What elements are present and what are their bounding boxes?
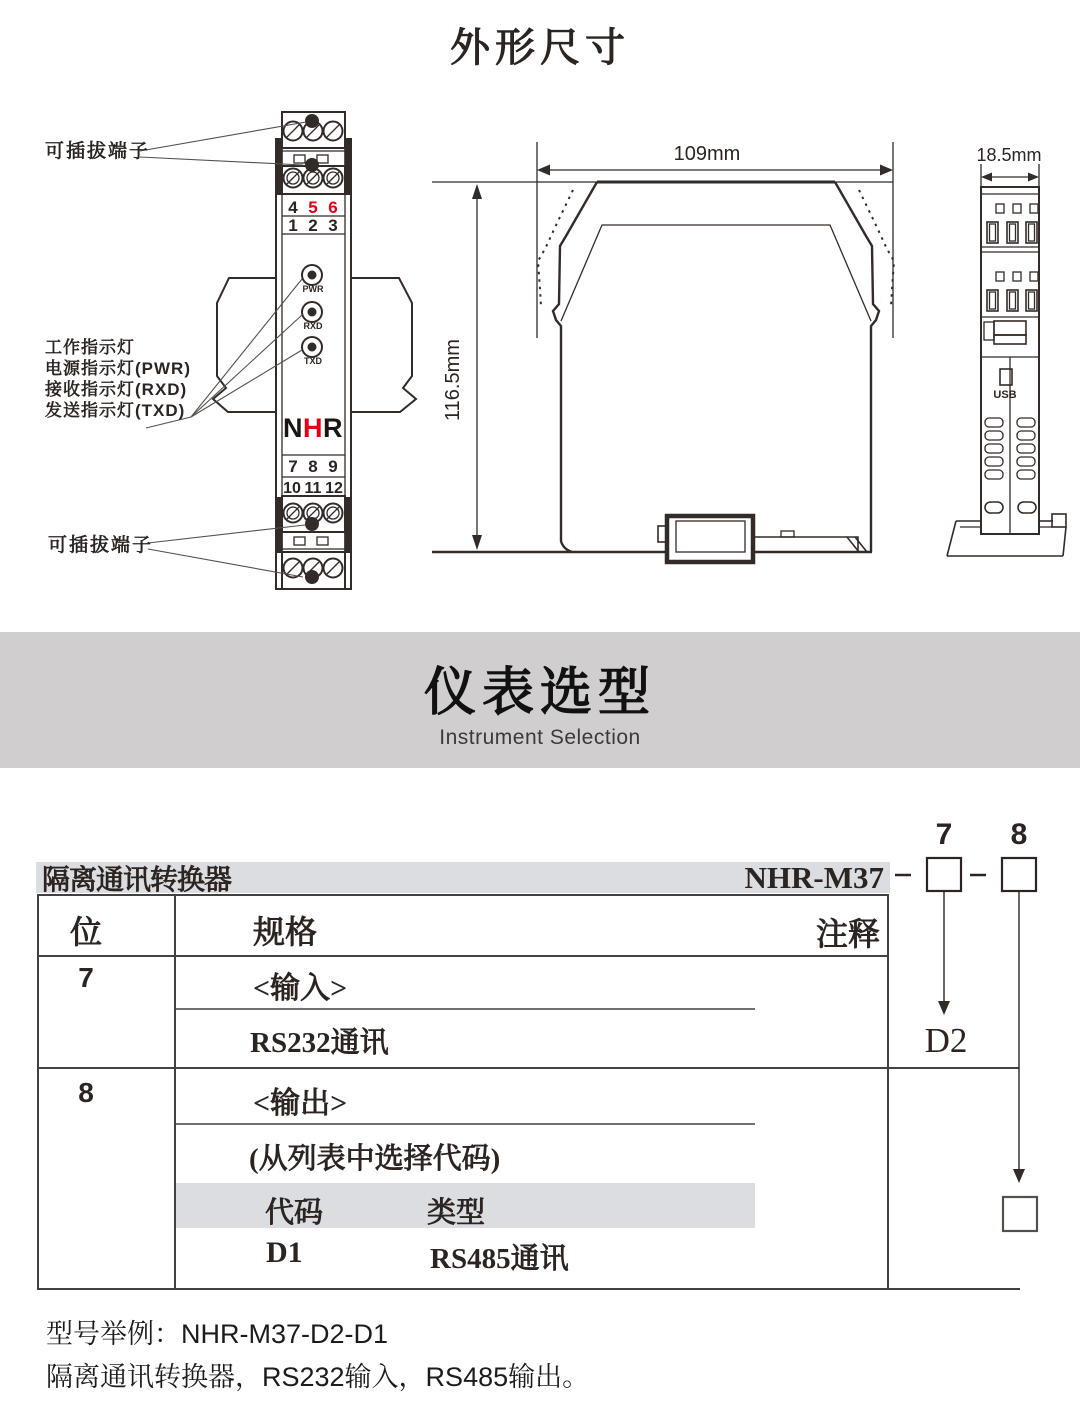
- terminal-screws-top: [284, 122, 343, 188]
- din-rail-left: [213, 278, 276, 412]
- row7-spec-value: RS232通讯: [250, 1027, 389, 1059]
- digit7-arrow: [938, 892, 950, 1015]
- col-header-note: 注释: [815, 916, 880, 952]
- terminal-number: 7: [288, 457, 298, 476]
- terminal-block-bottom: [275, 496, 352, 589]
- selection-table-lines: [37, 858, 1037, 1289]
- terminal-number: 6: [328, 198, 338, 217]
- page-title: 外形尺寸: [450, 26, 630, 70]
- dim-height-label: 116.5mm: [442, 339, 464, 421]
- code-target-box: [1003, 1197, 1037, 1231]
- terminal-number: 12: [325, 480, 343, 497]
- indicator-labels: [45, 337, 191, 421]
- row8-spec-hint: (从列表中选择代码): [249, 1143, 501, 1175]
- code-type-value: RS485通讯: [430, 1243, 569, 1275]
- indicator-label: 电源指示灯(PWR): [45, 359, 191, 378]
- model-code: NHR-M37: [744, 859, 884, 895]
- led-label-rxd: RXD: [303, 321, 323, 331]
- digit8-arrow: [1013, 892, 1025, 1183]
- terminal-number: 8: [308, 457, 318, 476]
- nhr-logo: NHR: [283, 413, 343, 443]
- banner-title: 仪表选型: [423, 664, 656, 722]
- end-view-clip: [984, 321, 1026, 344]
- terminal-number: 9: [328, 457, 338, 476]
- terminal-number: 10: [283, 480, 301, 497]
- indicator-label: 发送指示灯(TXD): [45, 401, 186, 420]
- row7-pos: 7: [78, 962, 94, 993]
- row8-pos: 8: [78, 1077, 94, 1108]
- terminal-number: 2: [308, 216, 318, 235]
- product-name: 隔离通讯转换器: [42, 864, 232, 896]
- indicator-label: 接收指示灯(RXD): [45, 380, 188, 399]
- model-description: 隔离通讯转换器，RS232输入，RS485输出。: [46, 1362, 590, 1392]
- banner-subtitle: Instrument Selection: [439, 726, 641, 749]
- din-clip: [658, 516, 867, 562]
- wire-entry-dot: [305, 158, 319, 172]
- terminal-block-top: [275, 112, 352, 194]
- led-indicators: [302, 265, 324, 366]
- code-value: D1: [266, 1236, 303, 1269]
- led-label-txd: TXD: [304, 356, 322, 366]
- dim-depth-label: 18.5mm: [976, 145, 1042, 165]
- terminal-number: 3: [328, 216, 338, 235]
- usb-label: USB: [993, 389, 1017, 401]
- terminal-number: 5: [308, 198, 318, 217]
- terminal-screws-bottom: [284, 504, 343, 578]
- code-column-header: 代码: [265, 1197, 324, 1229]
- digit8-box: [1002, 858, 1036, 891]
- din-rail-right: [351, 278, 416, 412]
- digit7-box: [927, 858, 961, 891]
- terminal-number: 1: [288, 216, 298, 235]
- terminal-number: 4: [288, 198, 298, 217]
- type-column-header: 类型: [427, 1197, 486, 1229]
- end-view-terminal-slots: [987, 204, 1038, 311]
- indicator-label: 工作指示灯: [45, 338, 135, 357]
- digit7-label: 7: [935, 818, 953, 851]
- wire-entry-dot: [305, 517, 319, 531]
- wire-entry-dot: [305, 570, 319, 584]
- row8-spec-title: <输出>: [253, 1087, 348, 1120]
- wire-entry-dot: [305, 114, 319, 128]
- dim-width-label: 109mm: [673, 143, 741, 165]
- pluggable-terminal-label-top: 可插拔端子: [45, 141, 151, 162]
- digit8-label: 8: [1010, 818, 1028, 851]
- model-example: 型号举例：NHR-M37-D2-D1: [46, 1319, 389, 1349]
- terminal-number: 11: [304, 480, 322, 497]
- col-header-pos: 位: [69, 914, 102, 950]
- row7-note-code: D2: [924, 1021, 968, 1060]
- end-view-drawing: [947, 145, 1066, 556]
- col-header-spec: 规格: [253, 914, 318, 950]
- led-label-pwr: PWR: [302, 284, 324, 294]
- row7-spec-title: <输入>: [253, 972, 348, 1005]
- pluggable-terminal-label-bottom: 可插拔端子: [48, 535, 154, 556]
- side-view-drawing: [432, 142, 894, 562]
